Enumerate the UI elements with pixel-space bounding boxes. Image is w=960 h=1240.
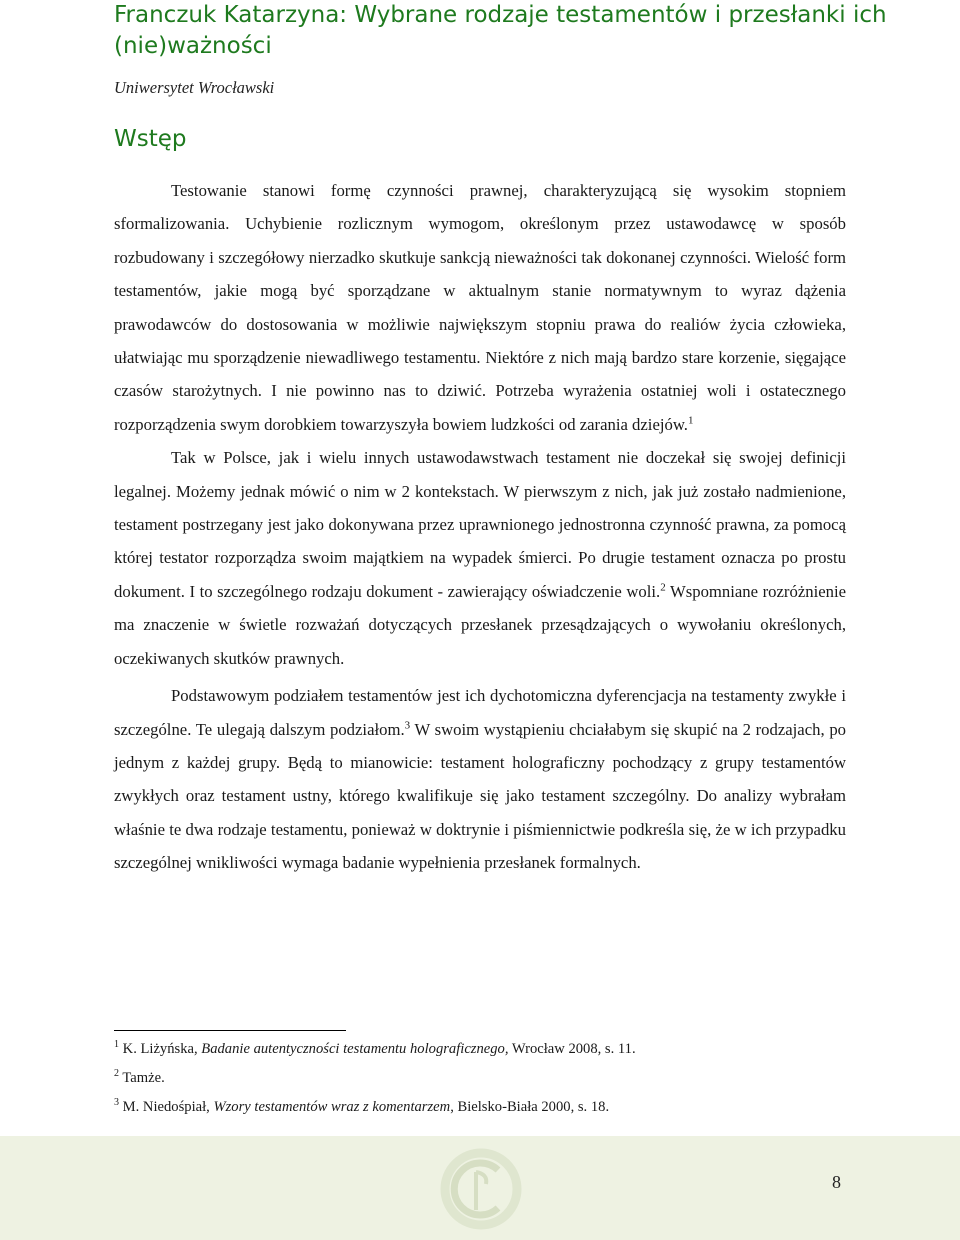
footnotes (114, 1040, 846, 1127)
footnote (114, 1069, 846, 1087)
page-number: 8 (832, 1172, 841, 1192)
footnote-text: Wrocław 2008, s. 11. (508, 1041, 636, 1057)
paragraph-text: W swoim wystąpieniu chciałabym się skupić na 2 rodzajach, po jednym z każdej grupy. Będą to mianowicie: testament holograficzny pochodzący z grupy testamentów zwykłych oraz testament ustny, którego kwalifikuje się jako testament szczególny. Do analizy wybrałam właśnie te dwa rodzaje testamentu, ponieważ w doktrynie i piśmiennictwie podkreśla się, że w ich przypadku szczególnej wnikliwości wymaga badanie wypełnienia przesłanek formalnych. (114, 719, 847, 873)
footnote (114, 1098, 846, 1116)
footnote-ref: 1 (687, 414, 694, 427)
author-affiliation: Uniwersytet Wrocławski (114, 78, 275, 97)
footnote-title: Badanie autentyczności testamentu holograficznego, (201, 1041, 509, 1057)
body-text (114, 174, 846, 880)
section-heading: Wstęp (114, 126, 187, 152)
footnote-text: K. Liżyńska, (119, 1041, 202, 1057)
paragraph-text: Wspomniane rozróżnienie ma znaczenie w świetle rozważań dotyczących przesłanek przesądzających o wywołaniu określonych, oczekiwanych skutków prawnych. (114, 581, 846, 668)
footnote-text: M. Niedośpiał, (119, 1099, 214, 1115)
footnote-number: 2 (114, 1068, 119, 1080)
circle-c-logo-icon (440, 1148, 522, 1230)
paragraph-text: Tak w Polsce, jak i wielu innych ustawodawstwach testament nie doczekał się swojej definicji legalnej. Możemy jednak mówić o nim w 2 kontekstach. W pierwszym z nich, jak już zostało nadmienione, testament postrzegany jest jako dokonywana przez uprawnionego jednostronna czynność prawna, za pomocą której testator rozporządza swoim majątkiem na wypadek śmierci. Po drugie testament oznacza po prostu dokument. I to szczególnego rodzaju dokument - zawierający oświadczenie woli. (114, 448, 846, 601)
footnote-ref: 2 (660, 581, 666, 594)
paragraph-text: Podstawowym podziałem testamentów jest ich dychotomiczna dyferencjacja na testamenty zwykłe i szczególne. Te ulegają dalszym podziałom. (114, 686, 846, 739)
footnote-text: , Bielsko-Biała 2000, s. 18. (450, 1099, 610, 1115)
paragraph (114, 441, 846, 675)
paragraph (114, 679, 846, 879)
paragraph (114, 174, 846, 441)
footnote-ref: 3 (404, 718, 411, 731)
paragraph-text: Testowanie stanowi formę czynności prawnej, charakteryzującą się wysokim stopniem sformalizowania. Uchybienie rozlicznym wymogom, określonym przez ustawodawcę w sposób rozbudowany i szczegółowy nierzadko skutkuje sankcją nieważności tak dokonanej czynności. Wielość form testamentów, jakie mogą być sporządzane w aktualnym stanie normatywnym to wyraz dążenia prawodawców do dostosowania w możliwie największym stopniu prawa do realiów życia człowieka, ułatwiając mu sporządzenie niewadliwego testamentu. Niektóre z nich mają bardzo stare korzenie, sięgające czasów starożytnych. I nie powinno nas to dziwić. Potrzeba wyrażenia ostatniej woli i ostatecznego rozporządzenia swym dorobkiem towarzyszyła bowiem ludzkości od zarania dziejów. (114, 181, 846, 434)
footnote-separator (114, 1030, 346, 1031)
footnote-number: 1 (114, 1039, 119, 1051)
document-title: Franczuk Katarzyna: Wybrane rodzaje testamentów i przesłanki ich (nie)ważności (114, 2, 887, 59)
footnote-number: 3 (114, 1097, 119, 1109)
footnote-text: Tamże. (119, 1070, 165, 1086)
footnote-title: Wzory testamentów wraz z komentarzem (213, 1099, 451, 1115)
footnote (114, 1040, 846, 1058)
